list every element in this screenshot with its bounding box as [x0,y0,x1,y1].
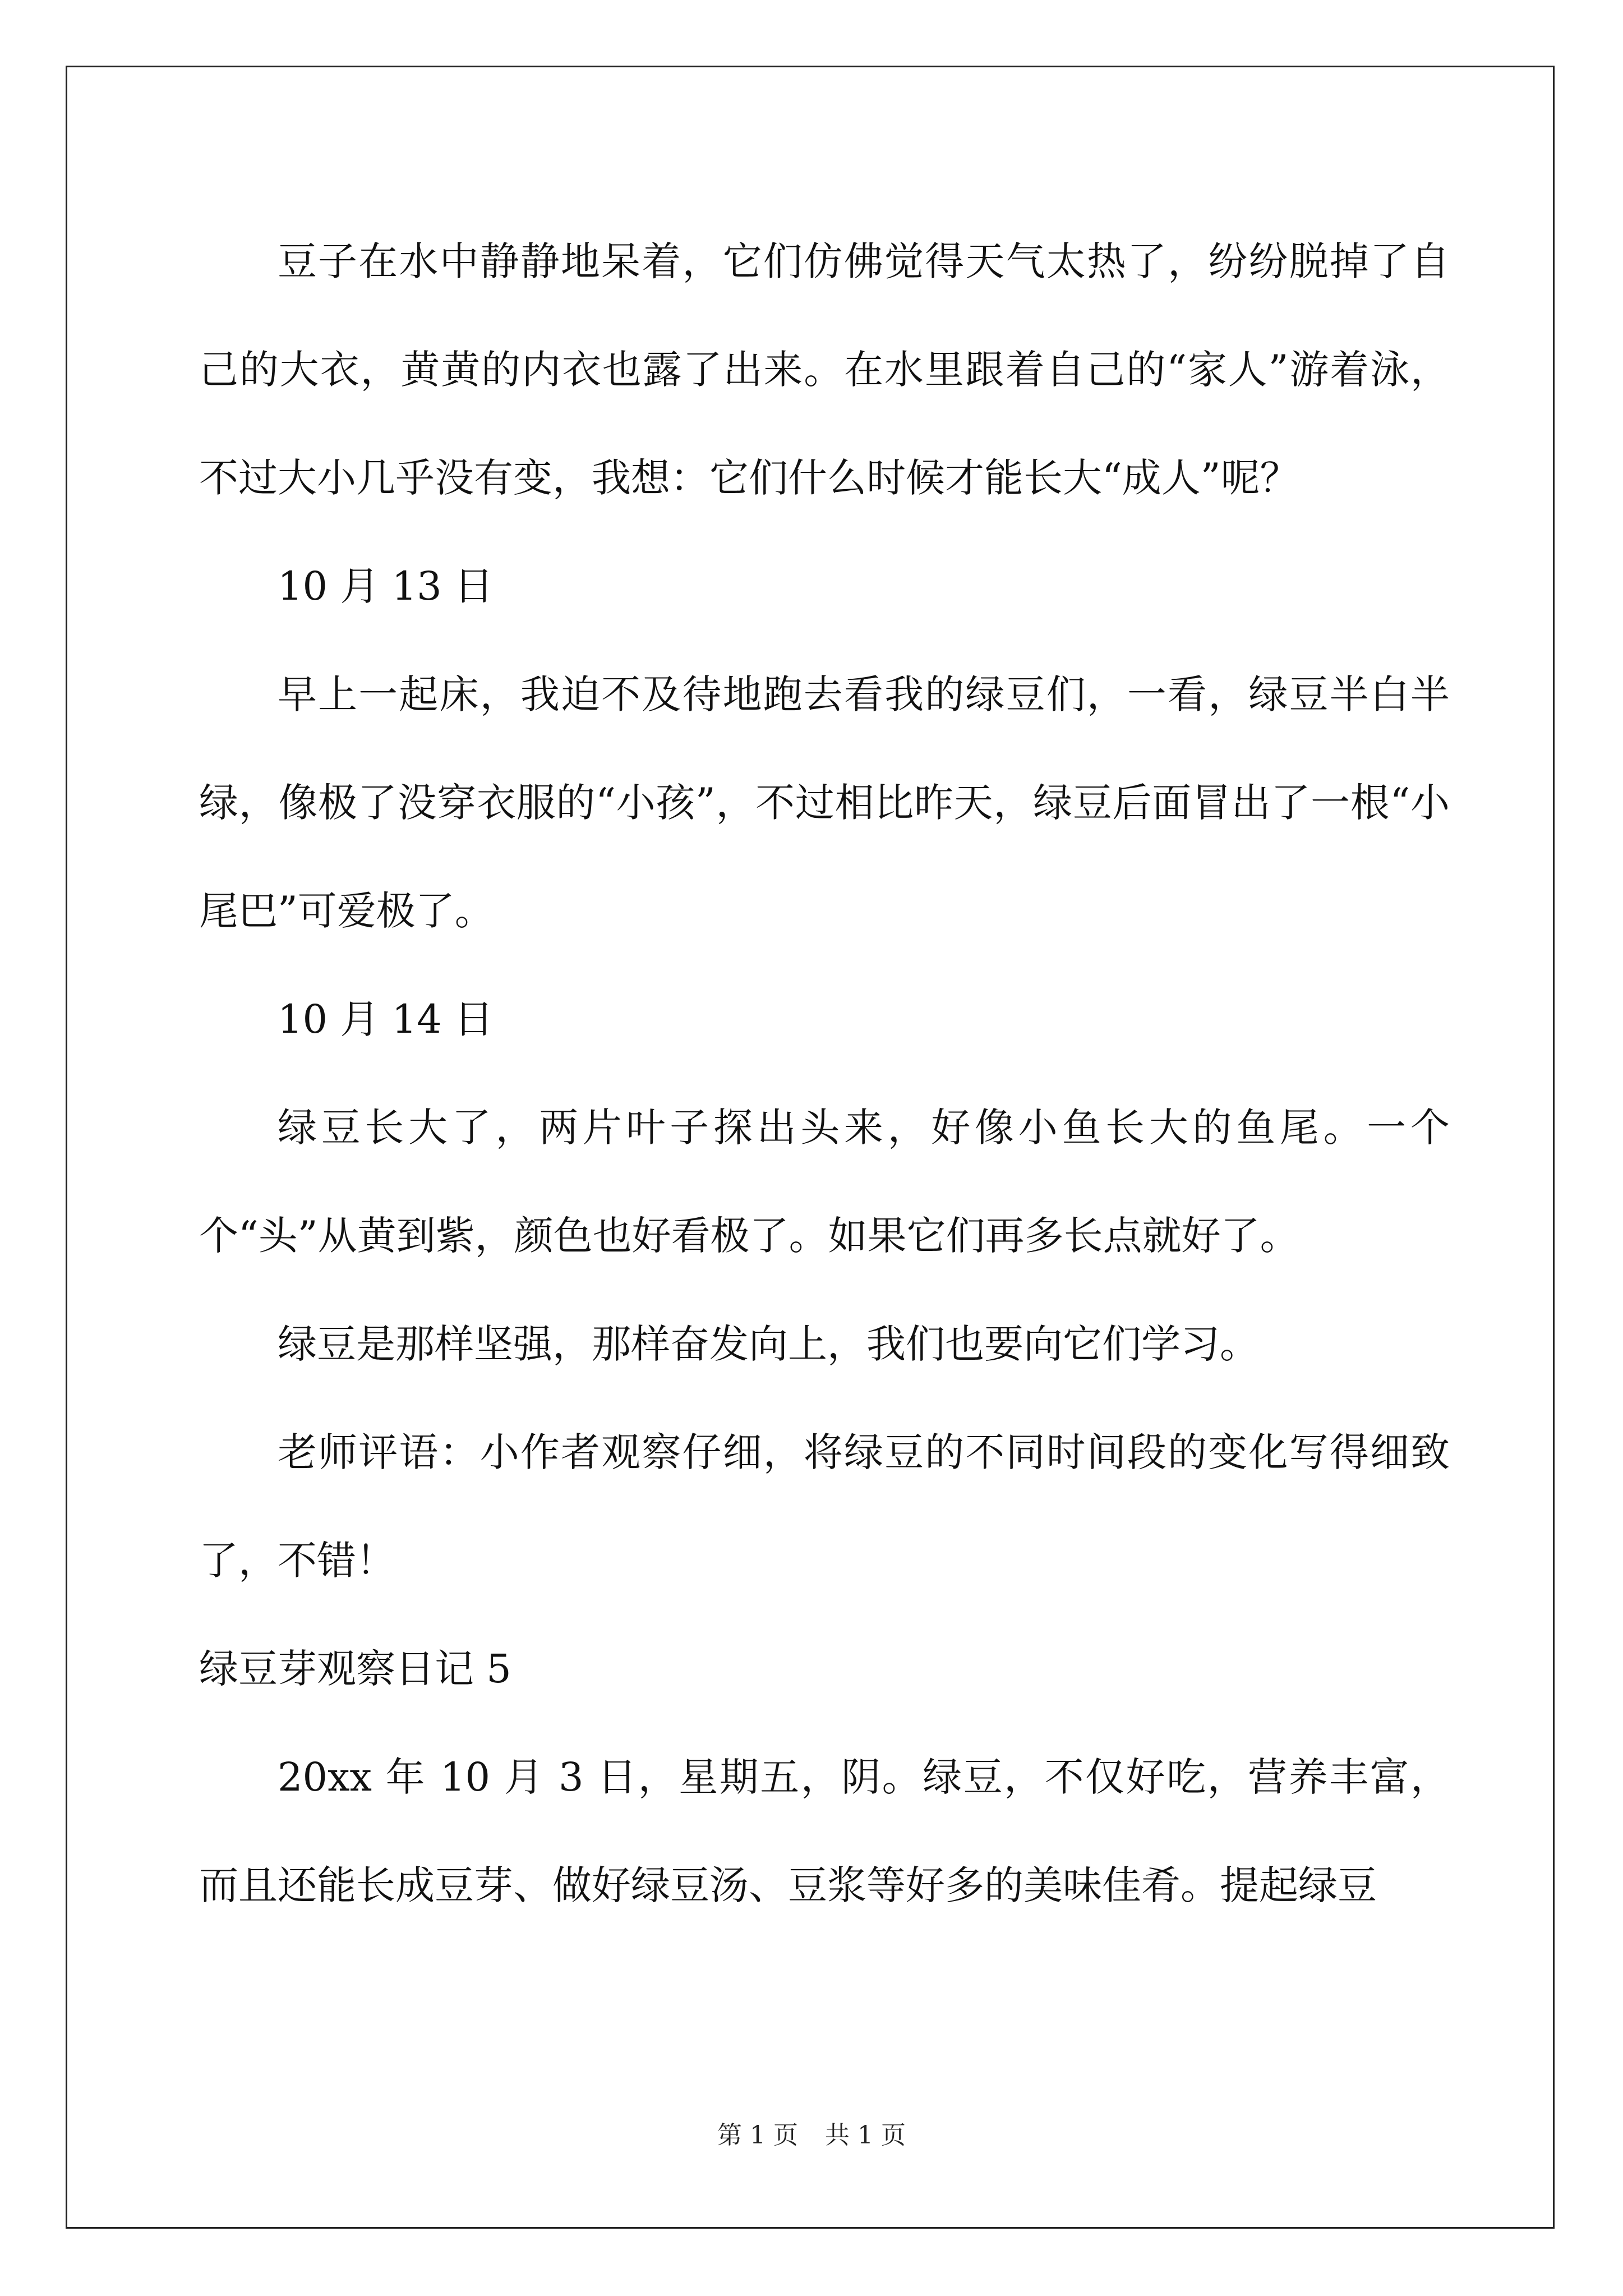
paragraph-2: 早上一起床，我迫不及待地跑去看我的绿豆们，一看，绿豆半白半绿，像极了没穿衣服的“小孩”，不过相比昨天，绿豆后面冒出了一根“小尾巴”可爱极了。 [199,671,1450,934]
teacher-comment: 老师评语：小作者观察仔细，将绿豆的不同时间段的变化写得细致了，不错！ [199,1429,1450,1584]
section-title: 绿豆芽观察日记 5 [199,1646,511,1692]
document-body [199,208,1450,1940]
paragraph-4: 绿豆是那样坚强，那样奋发向上，我们也要向它们学习。 [278,1321,1259,1367]
paragraph-3: 绿豆长大了，两片叶子探出头来，好像小鱼长大的鱼尾。一个个“头”从黄到紫，颜色也好看极了。如果它们再多长点就好了。 [199,1105,1450,1259]
paragraph-1: 豆子在水中静静地呆着，它们仿佛觉得天气太热了，纷纷脱掉了自己的大衣，黄黄的内衣也露了出来。在水里跟着自己的“家人”游着泳，不过大小几乎没有变，我想：它们什么时候才能长大“成人”呢？ [199,238,1450,501]
date-heading-oct-13: 10 月 13 日 [278,563,494,609]
date-heading-oct-14: 10 月 14 日 [278,996,494,1042]
paragraph-5: 20xx 年 10 月 3 日，星期五，阴。绿豆，不仅好吃，营养丰富，而且还能长成豆芽、做好绿豆汤、豆浆等好多的美味佳肴。提起绿豆 [199,1754,1450,1908]
page-total: 共 1 页 [825,2121,906,2150]
page-footer [0,2115,1623,2151]
page-number: 第 1 页 [717,2121,798,2150]
